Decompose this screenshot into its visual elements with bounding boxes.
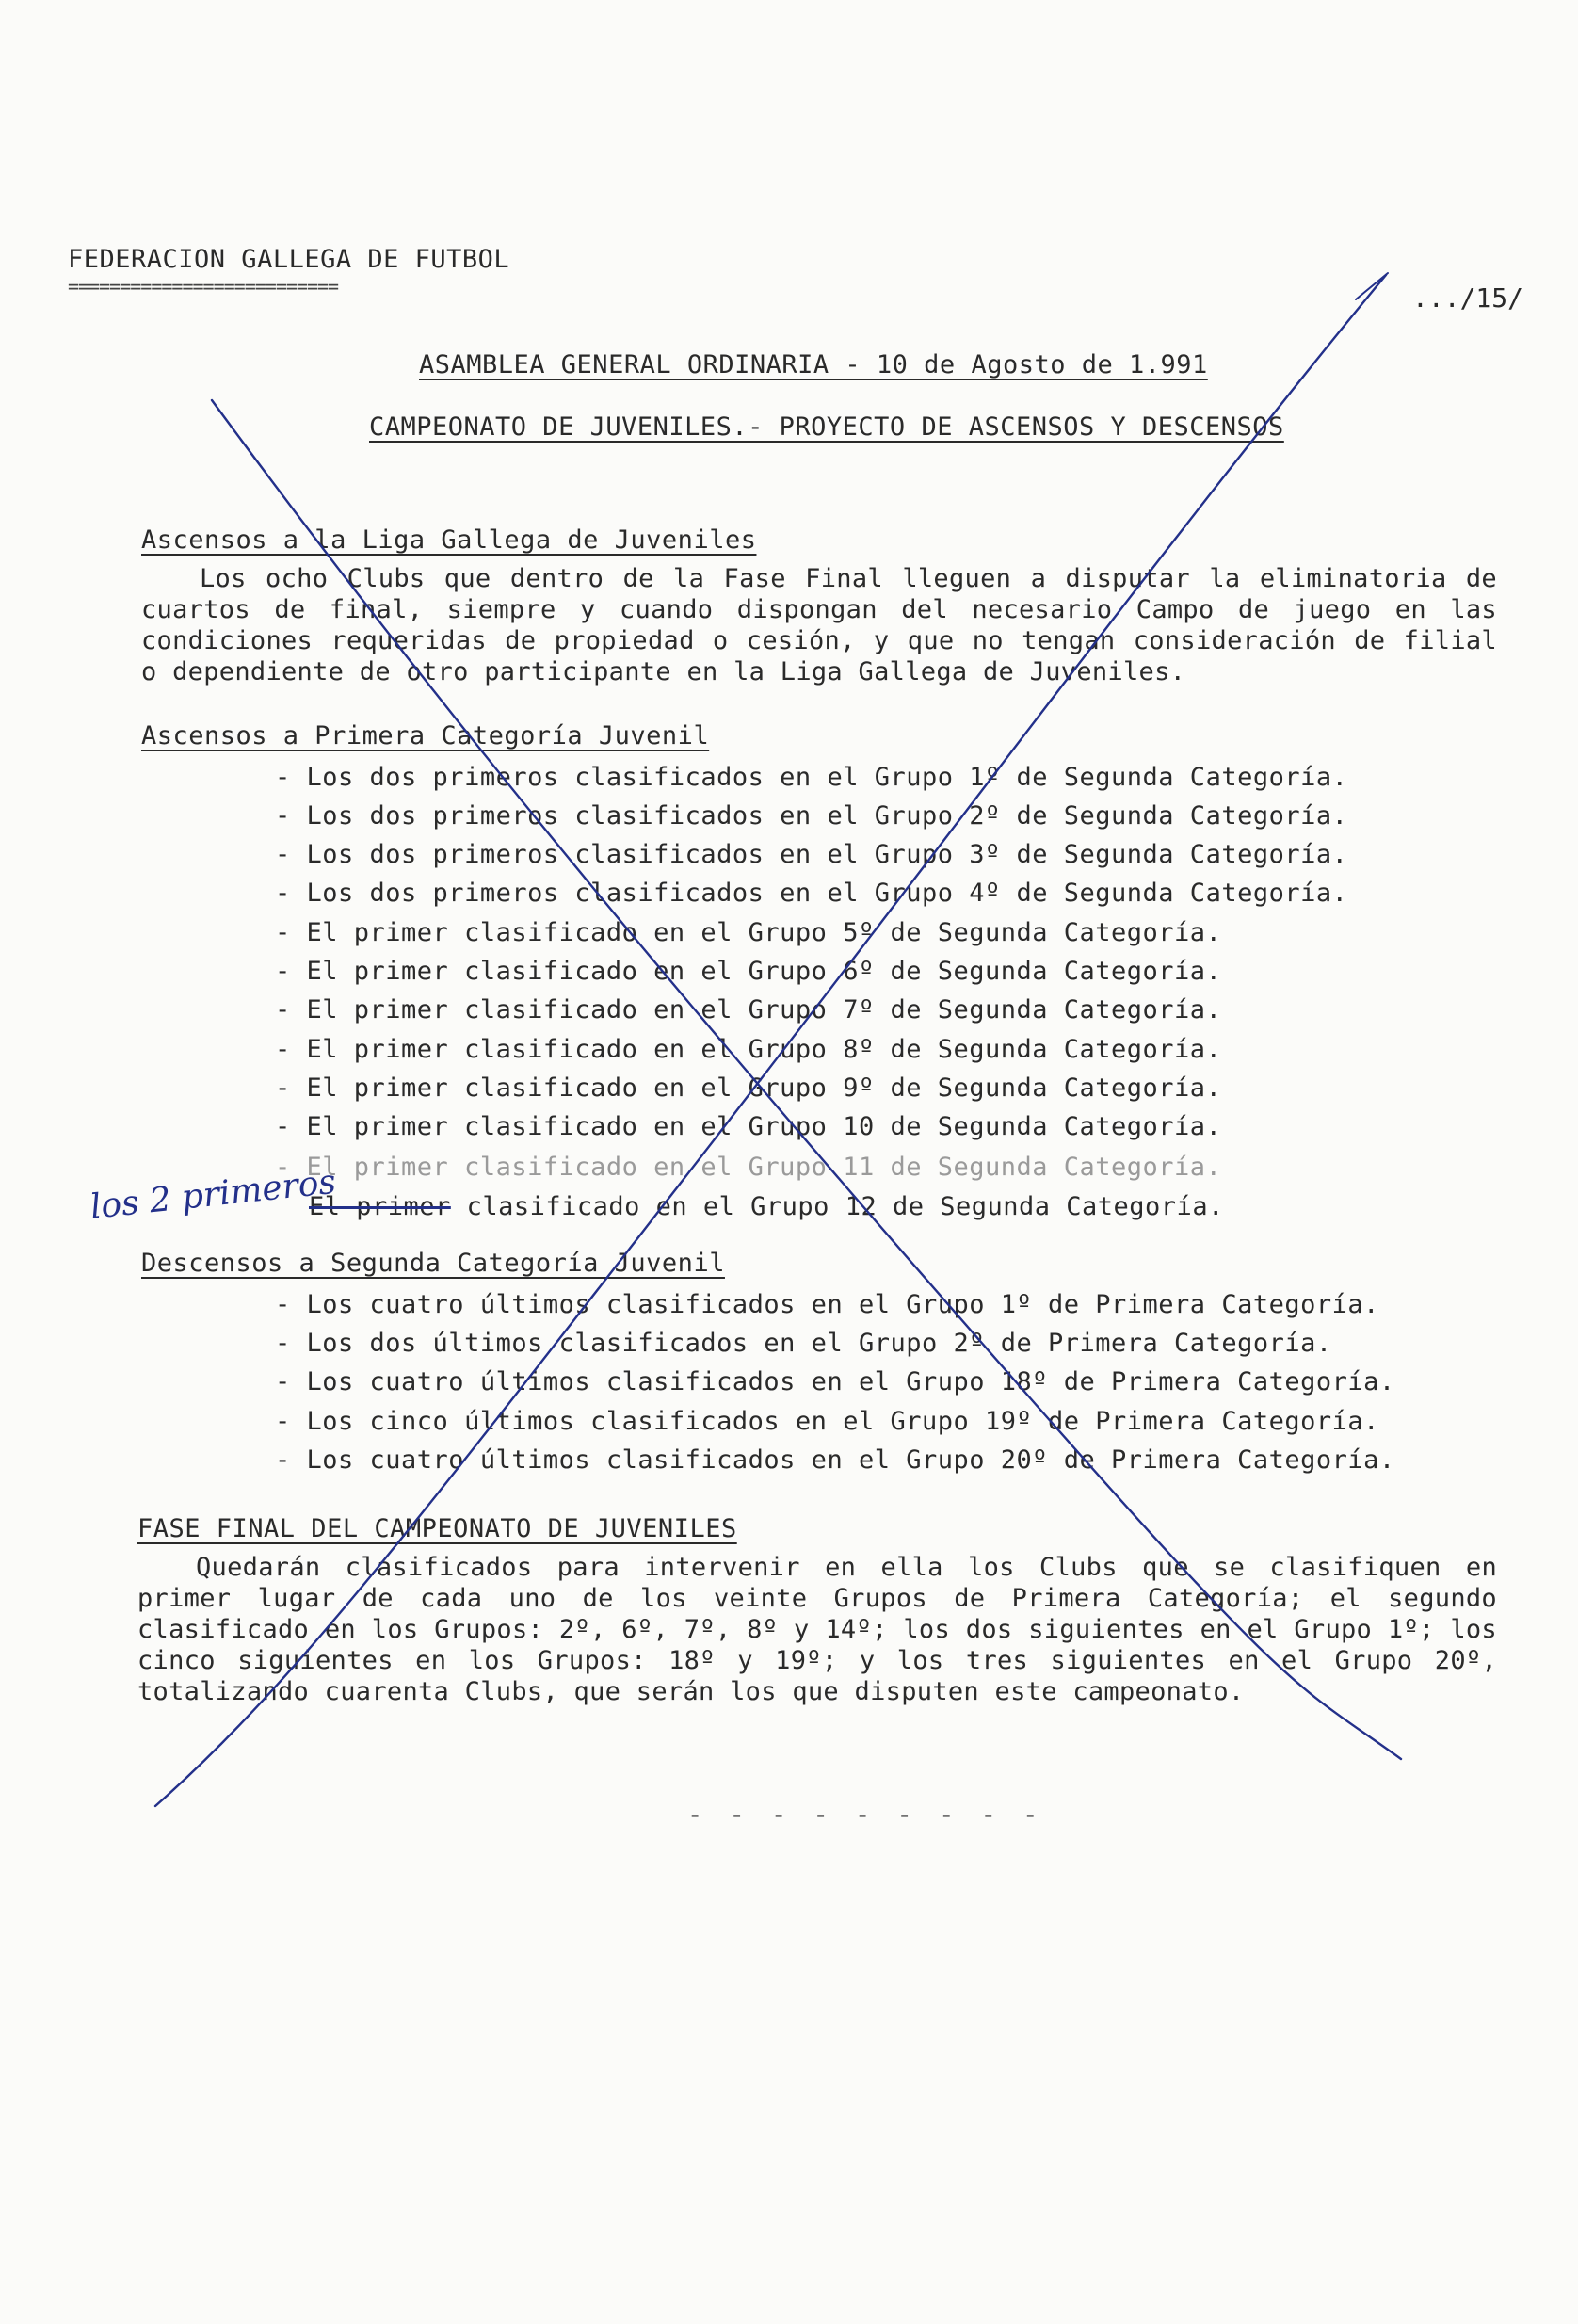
list-item: - El primer clasificado en el Grupo 5º de Segunda Categoría.	[275, 918, 1222, 947]
page-number: .../15/	[1412, 282, 1524, 314]
list-item: - Los dos últimos clasificados en el Grupo 2º de Primera Categoría.	[275, 1329, 1332, 1358]
list-item: - El primer clasificado en el Grupo 6º de Segunda Categoría.	[275, 957, 1222, 986]
organization-name: FEDERACION GALLEGA DE FUTBOL	[68, 245, 510, 274]
section-heading-fase-final: FASE FINAL DEL CAMPEONATO DE JUVENILES	[137, 1514, 737, 1543]
list-item: - El primer clasificado en el Grupo 8º de Segunda Categoría.	[275, 1035, 1222, 1064]
list-item: - Los cinco últimos clasificados en el Grupo 19º de Primera Categoría.	[275, 1407, 1379, 1436]
list-item: - Los cuatro últimos clasificados en el Grupo 18º de Primera Categoría.	[275, 1367, 1395, 1396]
section-heading-segunda-categoria: Descensos a Segunda Categoría Juvenil	[141, 1249, 725, 1278]
list-item-faded: - El primer clasificado en el Grupo 11 de Segunda Categoría.	[275, 1153, 1222, 1182]
list-item: - Los dos primeros clasificados en el Grupo 3º de Segunda Categoría.	[275, 840, 1348, 869]
list-item: - El primer clasificado en el Grupo 10 de Segunda Categoría.	[275, 1112, 1222, 1141]
list-item: - Los cuatro últimos clasificados en el Grupo 1º de Primera Categoría.	[275, 1290, 1379, 1319]
list-item: - Los dos primeros clasificados en el Grupo 1º de Segunda Categoría.	[275, 763, 1348, 792]
list-item: - El primer clasificado en el Grupo 9º de Segunda Categoría.	[275, 1073, 1222, 1103]
handwritten-annotation: los 2 primeros	[88, 1162, 338, 1227]
paragraph-liga-gallega: Los ocho Clubs que dentro de la Fase Final lleguen a disputar la eliminatoria de cuartos de final, siempre y cuando dispongan del necesario Campo de juego en las condiciones requeridas de propiedad o cesión, y que no tengan consideración de filial o dependiente de otro participante en la Liga Gallega de Juveniles.	[141, 564, 1497, 686]
list-item: - Los dos primeros clasificados en el Grupo 2º de Segunda Categoría.	[275, 801, 1348, 831]
assembly-title: ASAMBLEA GENERAL ORDINARIA - 10 de Agosto de 1.991	[419, 350, 1208, 379]
section-heading-primera-categoria: Ascensos a Primera Categoría Juvenil	[141, 721, 710, 750]
section-heading-liga-gallega: Ascensos a la Liga Gallega de Juveniles	[141, 525, 757, 555]
list-item-amended	[309, 1192, 1224, 1222]
list-item: - Los dos primeros clasificados en el Grupo 4º de Segunda Categoría.	[275, 879, 1348, 908]
list-item-rest: clasificado en el Grupo 12 de Segunda Categoría.	[450, 1192, 1224, 1221]
document-subject: CAMPEONATO DE JUVENILES.- PROYECTO DE ASCENSOS Y DESCENSOS	[369, 412, 1284, 442]
struck-text: El primer	[309, 1192, 451, 1221]
list-item: - El primer clasificado en el Grupo 7º de Segunda Categoría.	[275, 995, 1222, 1025]
paragraph-fase-final: Quedarán clasificados para intervenir en ella los Clubs que se clasifiquen en primer lugar de cada uno de los veinte Grupos de Primera Categoría; el segundo clasificado en los Grupos: 2º, 6º, 7º, 8º y 14º; los dos siguientes en el Grupo 1º; los cinco siguientes en los Grupos: 18º y 19º; y los tres siguientes en el Grupo 20º, totalizando cuarenta Clubs, que serán los que disputen este campeonato.	[137, 1553, 1497, 1706]
end-separator: - - - - - - - - -	[687, 1800, 1044, 1830]
ink-stroke-tick	[1356, 273, 1388, 299]
list-item: - Los cuatro últimos clasificados en el Grupo 20º de Primera Categoría.	[275, 1445, 1395, 1475]
organization-underline: ==========================	[68, 275, 339, 298]
